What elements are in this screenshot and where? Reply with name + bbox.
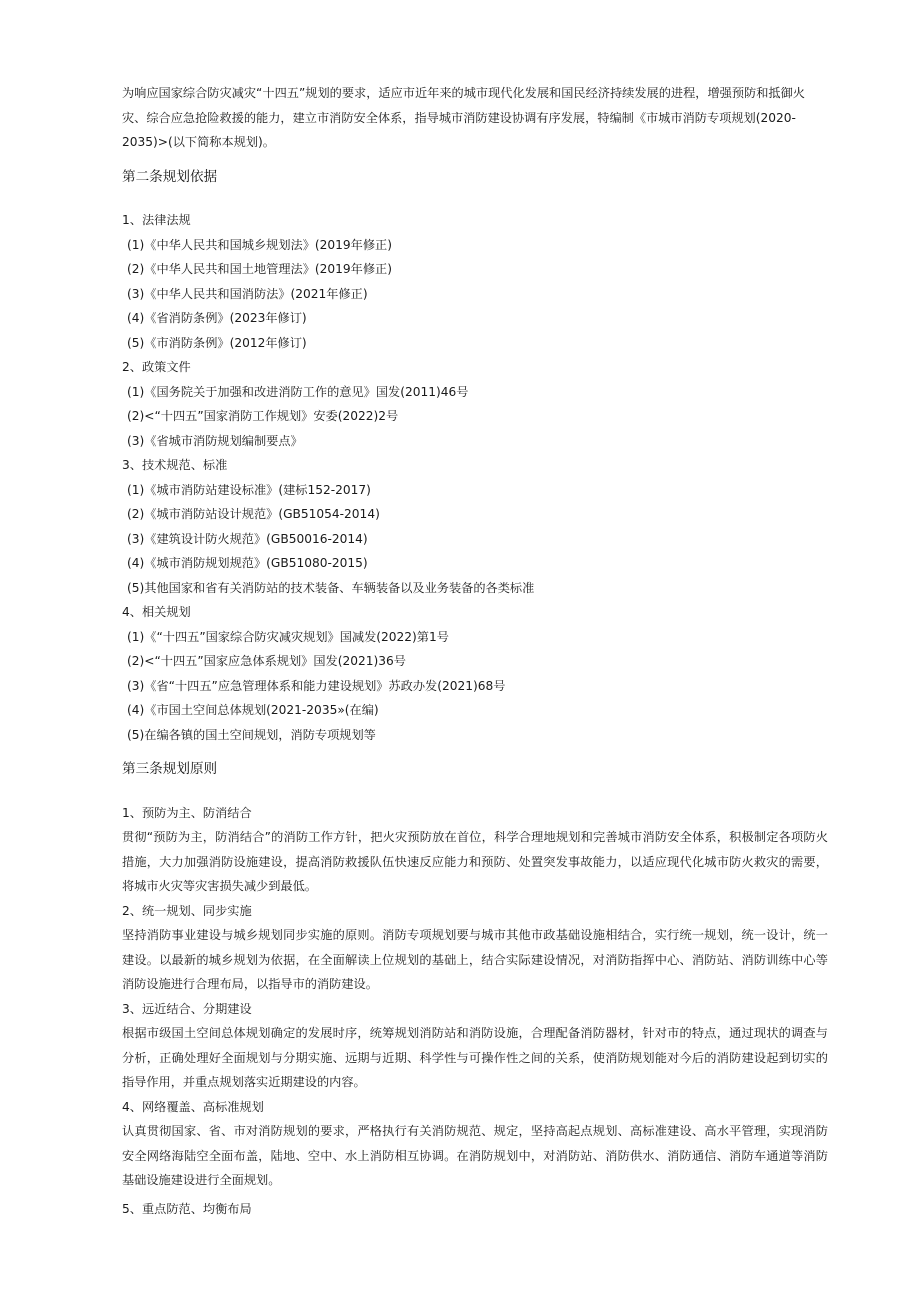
basis-item: (4)《省消防条例》(2023年修订) bbox=[127, 311, 307, 325]
basis-group-title: 4、相关规划 bbox=[122, 605, 191, 619]
basis-item: (3)《建筑设计防火规范》(GB50016-2014) bbox=[127, 531, 368, 546]
basis-item: (5)在编各镇的国土空间规划，消防专项规划等 bbox=[127, 727, 376, 742]
principle-text: 坚持消防事业建设与城乡规划同步实施的原则。消防专项规划要与城市其他市政基础设施相结合，实行统一规划，统一设计，统一建设。以最新的城乡规划为依据，在全面解读上位规划的基础上，结合实际建设情况，对消防指挥中心、消防站、消防训练中心等消防设施进行合理布局，以指导市的消防建设。 bbox=[122, 928, 828, 991]
section-2-title: 第二条规划依据 bbox=[122, 168, 218, 185]
principle-text: 认真贯彻国家、省、市对消防规划的要求，严格执行有关消防规范、规定，坚持高起点规划、高标准建设、高水平管理，实现消防安全网络海陆空全面布盖，陆地、空中、水上消防相互协调。在消防规划中，对消防站、消防供水、消防通信、消防车通道等消防基础设施建设进行全面规划。 bbox=[122, 1124, 828, 1187]
section-3-title: 第三条规划原则 bbox=[122, 761, 218, 777]
basis-item: (1)《城市消防站建设标准》(建标152-2017) bbox=[127, 482, 371, 497]
basis-item: (3)《中华人民共和国消防法》(2021年修正) bbox=[127, 286, 368, 301]
basis-item: (1)《“十四五”国家综合防灾减灾规划》国减发(2022)第1号 bbox=[127, 629, 449, 644]
basis-item: (2)《城市消防站设计规范》(GB51054-2014) bbox=[127, 507, 380, 521]
basis-item: (1)《国务院关于加强和改进消防工作的意见》国发(2011)46号 bbox=[127, 384, 469, 399]
principle-text: 根据市级国土空间总体规划确定的发展时序，统筹规划消防站和消防设施，合理配备消防器材，针对市的特点，通过现状的调查与分析，正确处理好全面规划与分期实施、远期与近期、科学性与可操作性之间的关系，使消防规划能对今后的消防建设起到切实的指导作用，并重点规划落实近期建设的内容。 bbox=[122, 1026, 828, 1089]
basis-item: (2)<“十四五”国家消防工作规划》安委(2022)2号 bbox=[127, 409, 399, 423]
principle-title: 3、远近结合、分期建设 bbox=[122, 1001, 252, 1016]
basis-item: (2)<“十四五”国家应急体系规划》国发(2021)36号 bbox=[127, 654, 406, 668]
basis-item: (1)《中华人民共和国城乡规划法》(2019年修正) bbox=[127, 237, 392, 252]
basis-item: (3)《省城市消防规划编制要点》 bbox=[127, 433, 303, 448]
basis-item: (3)《省“十四五”应急管理体系和能力建设规划》苏政办发(2021)68号 bbox=[127, 678, 506, 693]
principle-title: 4、网络覆盖、高标准规划 bbox=[122, 1099, 264, 1114]
principle-title: 1、预防为主、防消结合 bbox=[122, 805, 252, 820]
principle-title: 5、重点防范、均衡布局 bbox=[122, 1201, 252, 1216]
intro-paragraph: 为响应国家综合防灾减灾“十四五”规划的要求，适应市近年来的城市现代化发展和国民经济持续发展的进程，增强预防和抵御火灾、综合应急抢险救援的能力，建立市消防安全体系，指导城市消防建设协调有序发展，特编制《市城市消防专项规划(2020-2035)>(以下简称本规划)。 bbox=[122, 86, 805, 149]
basis-item: (2)《中华人民共和国土地管理法》(2019年修正) bbox=[127, 262, 392, 276]
document-body bbox=[122, 81, 828, 1221]
basis-item: (4)《市国土空间总体规划(2021-2035»(在编) bbox=[127, 703, 379, 717]
principle-text: 贯彻“预防为主，防消结合”的消防工作方针，把火灾预防放在首位，科学合理地规划和完善城市消防安全体系，积极制定各项防火措施，大力加强消防设施建设，提高消防救援队伍快速反应能力和预防、处置突发事故能力，以适应现代化城市防火救灾的需要，将城市火灾等灾害损失减少到最低。 bbox=[122, 830, 828, 893]
basis-item: (5)《市消防条例》(2012年修订) bbox=[127, 335, 307, 350]
basis-item: (4)《城市消防规划规范》(GB51080-2015) bbox=[127, 556, 368, 570]
basis-group-title: 3、技术规范、标准 bbox=[122, 458, 228, 472]
principle-title: 2、统一规划、同步实施 bbox=[122, 903, 252, 918]
basis-group-title: 1、法律法规 bbox=[122, 213, 191, 227]
basis-group-title: 2、政策文件 bbox=[122, 360, 191, 374]
basis-item: (5)其他国家和省有关消防站的技术装备、车辆装备以及业务装备的各类标准 bbox=[127, 580, 535, 595]
